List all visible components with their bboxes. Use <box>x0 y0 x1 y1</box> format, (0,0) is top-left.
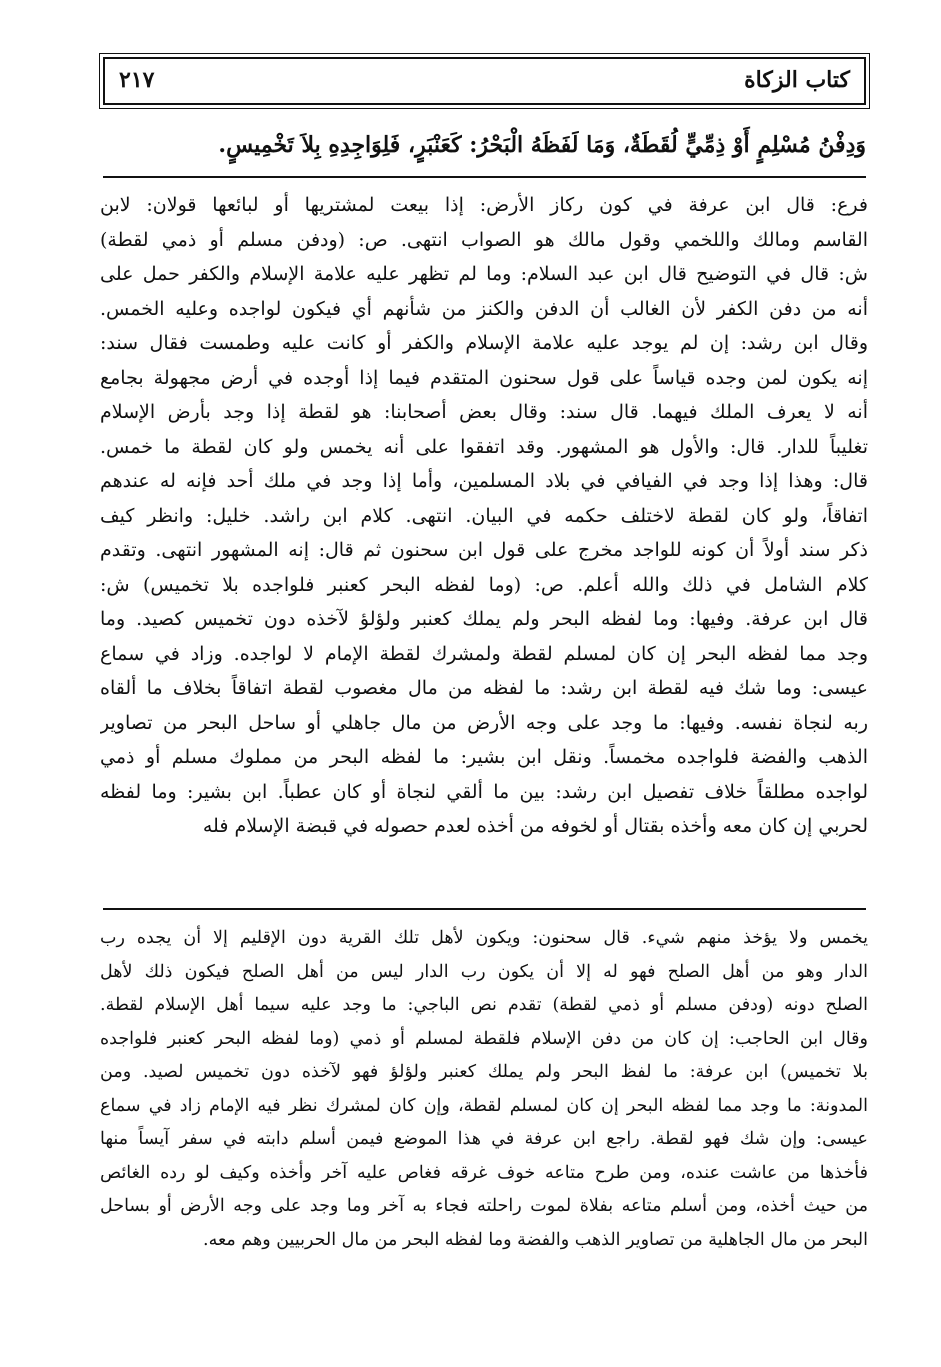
matn-divider <box>103 176 866 178</box>
commentary-line: ش: قال في التوضيح قال ابن عبد السلام: وما لم تظهر عليه علامة الإسلام والكفر حمل على <box>100 263 868 285</box>
commentary-line: ربه لنجاة نفسه. وفيها: ما وجد على وجه الأرض من مال جاهلي أو ساحل البحر من تصاوير <box>100 711 868 734</box>
commentary-line: إنه يكون لمن وجده قياساً على قول سحنون المتقدم فيما إذا أوجده في أرض مجهولة بجامع <box>100 366 868 389</box>
footnote-line: المدونة: ما وجد مما لفظه البحر إن كان لمسلم لقطة، وإن كان لمشرك نظر فيه الإمام زاد في سماع <box>100 1095 868 1116</box>
footnote-body <box>100 922 868 1257</box>
commentary-line: اتفاقاً، ولو كان لقطة لاختلف حكمه في البيان. انتهى. كلام ابن راشد. خليل: وانظر كيف <box>100 504 868 527</box>
footnote-line: بلا تخميس) ابن عرفة: ما لفظ البحر ولم يملك كعنبر ولؤلؤ فهو لآخذه دون تخميس لصيد. ومن <box>100 1062 868 1082</box>
footnote-line: وقال ابن الحاجب: إن كان من دفن الإسلام فلقطة لمسلم أو ذمي (وما لفظه البحر كعنبر فلواجده <box>100 1028 868 1049</box>
page-number: ٢١٧ <box>119 67 155 93</box>
commentary-line: وجد مما لفظه البحر إن كان لمسلم لقطة ولمشرك لقطة الإمام لا لواجده. وزاد في سماع <box>100 642 868 665</box>
footnote-line: عيسى: وإن شك فهو لقطة. راجع ابن عرفة في هذا الموضع فيمن أسلم دابته في سفر آيساً منها <box>100 1129 868 1149</box>
commentary-line: قال ابن عرفة. وفيها: وما لفظه البحر ولم يملك كعنبر ولؤلؤ لآخذه دون تخميس كصيد. وما <box>100 608 868 630</box>
commentary-body <box>100 188 868 844</box>
commentary-line: القاسم ومالك واللخمي وقول مالك هو الصواب انتهى. ص: (ودفن مسلم أو ذمي لقطة) <box>100 228 868 251</box>
footnote-divider <box>103 908 866 910</box>
chapter-title: كتاب الزكاة <box>744 67 850 93</box>
matn-text: وَدِفْنُ مُسْلِمٍ أَوْ ذِمِّيٍّ لُقَطَةٌ، وَمَا لَفَظَهُ الْبَحْرُ: كَعَنْبَرٍ، فَلِوَاجِدِهِ بِلاَ تَخْمِيسٍ. <box>218 132 866 158</box>
footnote-line: الدار وهو من أهل الصلح فهو له إلا أن يكون رب الدار ليس من أهل الصلح فيكون ذلك لأهل <box>100 961 868 982</box>
commentary-line: أنه من دفن الكفر لأن الغالب أن الدفن والكنز من شأنهم أي فيكون لواجده وعليه الخمس. <box>100 297 868 320</box>
commentary-line: عيسى: وما شك فيه لقطة ابن رشد: ما لفظه من مال مغصوب لقطة اتفاقاً بخلاف ما ألقاه <box>100 677 868 699</box>
footnote-line: فأخذها من عاشت عنده، ومن طرح متاعه خوف غرقه فغاص عليه آخر وأخذه وكيف لو رده الغائص <box>100 1162 868 1183</box>
footnote-line: من حيث أخذه، ومن أسلم متاعه بفلاة لموت راحلته فجاء به آخر وما وجد على وجه الأرض أو بساحل <box>100 1196 868 1216</box>
commentary-line: لحربي إن كان معه وأخذه بقتال أو لخوفه من أخذه لعدم حصوله في قبضة الإسلام فله <box>202 815 868 837</box>
commentary-line: ذكر سند أولاً أن كونه للواجد مخرج على قول ابن سحنون ثم قال: إنه المشهور انتهى. وتقدم <box>100 539 868 561</box>
page-header <box>103 57 866 105</box>
footnote-line: البحر من مال الجاهلية من تصاوير الذهب والفضة وما لفظه البحر من مال الحربيين وهم معه. <box>203 1229 868 1250</box>
commentary-line: الذهب والفضة فلواجده مخمساً. ونقل ابن بشير: ما لفظه البحر من مملوك مسلم أو ذمي <box>100 746 868 768</box>
commentary-line: كلام الشامل في ذلك والله أعلم. ص: (وما لفظه البحر كعنبر فلواجده بلا تخميس) ش: <box>100 573 868 596</box>
commentary-line: وقال ابن رشد: إن لم يوجد عليه علامة الإسلام والكفر أو كانت عليه وطمست فقال سند: <box>100 332 868 354</box>
footnote-line: يخمس ولا يؤخذ منهم شيء. قال سحنون: ويكون لأهل تلك القرية دون الإقليم إلا أن يجده رب <box>100 928 868 948</box>
commentary-line: أنه لا يعرف الملك فيهما. قال سند: وقال بعض أصحابنا: هو لقطة إذا وجد بأرض الإسلام <box>100 401 868 423</box>
commentary-line: قال: وهذا إذا وجد في الفيافي في بلاد المسلمين، وأما إذا وجد في ملك أحد فإنه له عندهم <box>100 470 868 492</box>
footnote-line: الصلح دونه (ودفن مسلم أو ذمي لقطة) تقدم نص الباجي: ما وجد عليه سيما أهل الإسلام لقطة. <box>100 995 868 1015</box>
commentary-line: فرع: قال ابن عرفة في كون ركاز الأرض: إذا بيعت لمشتريها أو لبائعها قولان: لابن <box>100 194 868 216</box>
commentary-line: تغليباً للدار. قال: والأول هو المشهور. وقد اتفقوا على أنه يخمس ولو كان لقطة ما خمس. <box>100 435 868 458</box>
commentary-line: لواجده مطلقاً خلاف تفصيل ابن رشد: بين ما ألقي لنجاة أو كان عطباً. ابن بشير: وما لفظه <box>100 780 868 803</box>
